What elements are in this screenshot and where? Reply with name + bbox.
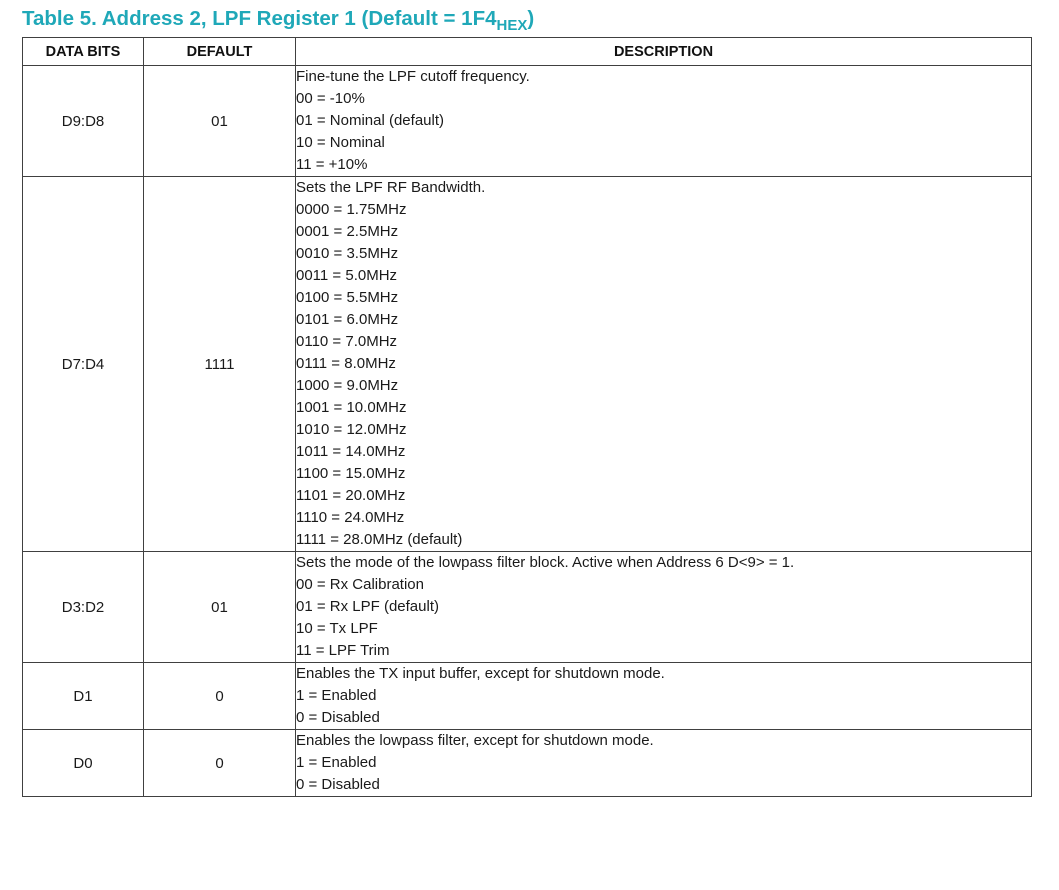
description-line: 1111 = 28.0MHz (default) xyxy=(296,531,463,548)
description-line: 1001 = 10.0MHz xyxy=(296,399,407,416)
description-line: 01 = Nominal (default) xyxy=(296,112,444,129)
description-line: 1110 = 24.0MHz xyxy=(296,509,405,526)
default-cell: 01 xyxy=(144,552,296,663)
data-bits-cell: D1 xyxy=(23,663,144,730)
description-cell xyxy=(296,552,1032,663)
table-row xyxy=(23,552,1032,663)
description-line: Sets the LPF RF Bandwidth. xyxy=(296,179,486,196)
table-header xyxy=(23,38,1032,66)
description-line: 1100 = 15.0MHz xyxy=(296,465,406,482)
description-line: 10 = Tx LPF xyxy=(296,620,378,637)
description-line: 0 = Disabled xyxy=(296,709,380,726)
description-line: 1 = Enabled xyxy=(296,687,377,704)
description-line: 0 = Disabled xyxy=(296,776,380,793)
header-description: DESCRIPTION xyxy=(296,38,1032,66)
description-line: 1000 = 9.0MHz xyxy=(296,377,399,394)
register-table xyxy=(22,37,1032,797)
description-line: 0000 = 1.75MHz xyxy=(296,201,407,218)
default-cell: 1111 xyxy=(144,177,296,552)
description-line: 00 = Rx Calibration xyxy=(296,576,424,593)
description-line: 11 = LPF Trim xyxy=(296,642,390,659)
data-bits-cell: D3:D2 xyxy=(23,552,144,663)
default-cell: 0 xyxy=(144,730,296,797)
description-line: Enables the lowpass filter, except for shutdown mode. xyxy=(296,732,654,749)
description-cell xyxy=(296,177,1032,552)
description-line: 0101 = 6.0MHz xyxy=(296,311,399,328)
table-title-subscript: HEX xyxy=(496,17,528,34)
description-line: 0111 = 8.0MHz xyxy=(296,355,396,372)
description-line: 1010 = 12.0MHz xyxy=(296,421,407,438)
default-cell: 01 xyxy=(144,66,296,177)
description-line: 1011 = 14.0MHz xyxy=(296,443,406,460)
description-cell xyxy=(296,730,1032,797)
description-line: 10 = Nominal xyxy=(296,134,385,151)
header-row xyxy=(23,38,1032,66)
table-row xyxy=(23,66,1032,177)
description-line: Sets the mode of the lowpass filter block. Active when Address 6 D<9> = 1. xyxy=(296,554,795,571)
description-line: Fine-tune the LPF cutoff frequency. xyxy=(296,68,530,85)
table-title-main: Table 5. Address 2, LPF Register 1 (Default = 1F4 xyxy=(22,7,497,30)
data-bits-cell: D9:D8 xyxy=(23,66,144,177)
data-bits-cell: D0 xyxy=(23,730,144,797)
table-body xyxy=(23,66,1032,797)
description-line: Enables the TX input buffer, except for shutdown mode. xyxy=(296,665,665,682)
header-data-bits: DATA BITS xyxy=(23,38,144,66)
header-default: DEFAULT xyxy=(144,38,296,66)
description-line: 0001 = 2.5MHz xyxy=(296,223,399,240)
description-line: 0010 = 3.5MHz xyxy=(296,245,399,262)
description-line: 11 = +10% xyxy=(296,156,368,173)
table-title xyxy=(22,4,534,34)
description-line: 0011 = 5.0MHz xyxy=(296,267,398,284)
description-cell xyxy=(296,66,1032,177)
description-line: 1101 = 20.0MHz xyxy=(296,487,406,504)
description-line: 0100 = 5.5MHz xyxy=(296,289,399,306)
data-bits-cell: D7:D4 xyxy=(23,177,144,552)
default-cell: 0 xyxy=(144,663,296,730)
table-row xyxy=(23,177,1032,552)
description-line: 01 = Rx LPF (default) xyxy=(296,598,439,615)
description-line: 00 = -10% xyxy=(296,90,365,107)
table-row xyxy=(23,663,1032,730)
table-row xyxy=(23,730,1032,797)
description-line: 0110 = 7.0MHz xyxy=(296,333,398,350)
description-line: 1 = Enabled xyxy=(296,754,377,771)
table-title-suffix: ) xyxy=(527,7,535,30)
description-cell xyxy=(296,663,1032,730)
